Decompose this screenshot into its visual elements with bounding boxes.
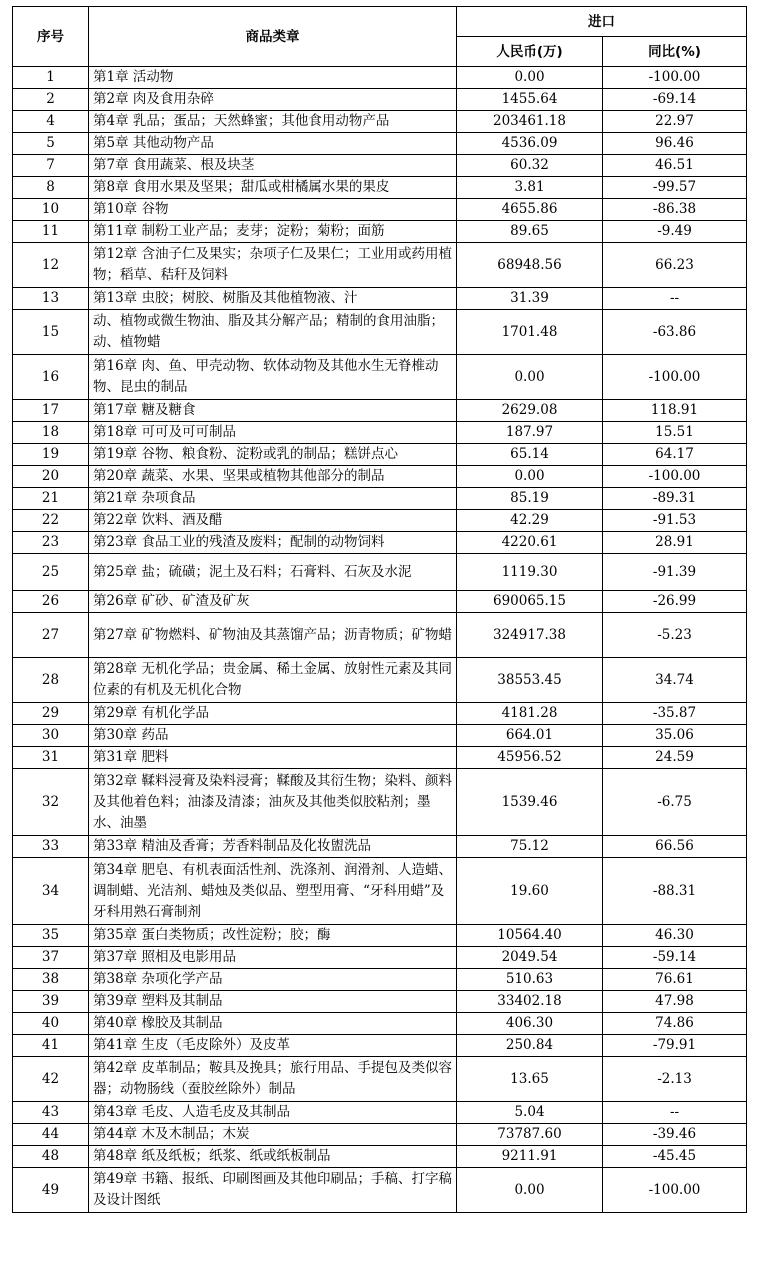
row-seq: 22 (13, 510, 89, 532)
table-row (13, 510, 747, 532)
row-yoy: 46.30 (603, 925, 747, 947)
row-yoy: 66.56 (603, 836, 747, 858)
row-yoy: 35.06 (603, 725, 747, 747)
row-seq: 5 (13, 133, 89, 155)
header-rmb: 人民币(万) (457, 37, 603, 67)
row-yoy: 34.74 (603, 658, 747, 703)
row-rmb: 33402.18 (457, 991, 603, 1013)
row-seq: 20 (13, 466, 89, 488)
row-seq: 44 (13, 1124, 89, 1146)
row-seq: 32 (13, 769, 89, 836)
table-row (13, 925, 747, 947)
row-category: 第38章 杂项化学产品 (89, 969, 457, 991)
row-rmb: 89.65 (457, 221, 603, 243)
table-row (13, 703, 747, 725)
table-row (13, 199, 747, 221)
row-yoy: -89.31 (603, 488, 747, 510)
row-yoy: -91.39 (603, 554, 747, 591)
row-rmb: 324917.38 (457, 613, 603, 658)
row-yoy: 15.51 (603, 422, 747, 444)
row-rmb: 0.00 (457, 67, 603, 89)
table-row (13, 769, 747, 836)
row-seq: 43 (13, 1102, 89, 1124)
row-seq: 1 (13, 67, 89, 89)
row-rmb: 1455.64 (457, 89, 603, 111)
table-row (13, 1168, 747, 1213)
row-rmb: 10564.40 (457, 925, 603, 947)
row-yoy: 74.86 (603, 1013, 747, 1035)
row-rmb: 85.19 (457, 488, 603, 510)
table-row (13, 310, 747, 355)
row-seq: 31 (13, 747, 89, 769)
table-row (13, 725, 747, 747)
table-row (13, 747, 747, 769)
row-seq: 4 (13, 111, 89, 133)
row-category: 第29章 有机化学品 (89, 703, 457, 725)
table-row (13, 554, 747, 591)
table-row (13, 1013, 747, 1035)
row-category: 第33章 精油及香膏；芳香料制品及化妆盥洗品 (89, 836, 457, 858)
row-seq: 48 (13, 1146, 89, 1168)
row-rmb: 4220.61 (457, 532, 603, 554)
row-seq: 41 (13, 1035, 89, 1057)
table-row (13, 991, 747, 1013)
row-rmb: 2629.08 (457, 400, 603, 422)
row-seq: 2 (13, 89, 89, 111)
row-yoy: 46.51 (603, 155, 747, 177)
row-rmb: 75.12 (457, 836, 603, 858)
table-row (13, 969, 747, 991)
row-category: 第23章 食品工业的残渣及废料；配制的动物饲料 (89, 532, 457, 554)
row-rmb: 250.84 (457, 1035, 603, 1057)
table-row (13, 111, 747, 133)
header-import: 进口 (457, 7, 747, 37)
table-row (13, 89, 747, 111)
row-category: 第27章 矿物燃料、矿物油及其蒸馏产品；沥青物质；矿物蜡 (89, 613, 457, 658)
row-rmb: 42.29 (457, 510, 603, 532)
row-rmb: 45956.52 (457, 747, 603, 769)
row-seq: 42 (13, 1057, 89, 1102)
row-category: 动、植物或微生物油、脂及其分解产品；精制的食用油脂；动、植物蜡 (89, 310, 457, 355)
row-yoy: -35.87 (603, 703, 747, 725)
row-rmb: 38553.45 (457, 658, 603, 703)
row-rmb: 9211.91 (457, 1146, 603, 1168)
row-yoy: -100.00 (603, 355, 747, 400)
row-rmb: 13.65 (457, 1057, 603, 1102)
row-yoy: -9.49 (603, 221, 747, 243)
row-seq: 11 (13, 221, 89, 243)
row-rmb: 0.00 (457, 1168, 603, 1213)
row-category: 第4章 乳品；蛋品；天然蜂蜜；其他食用动物产品 (89, 111, 457, 133)
row-yoy: -2.13 (603, 1057, 747, 1102)
row-rmb: 60.32 (457, 155, 603, 177)
row-rmb: 690065.15 (457, 591, 603, 613)
row-category: 第18章 可可及可可制品 (89, 422, 457, 444)
row-rmb: 0.00 (457, 355, 603, 400)
table-row (13, 836, 747, 858)
row-category: 第22章 饮料、酒及醋 (89, 510, 457, 532)
row-category: 第42章 皮革制品；鞍具及挽具；旅行用品、手提包及类似容器；动物肠线（蚕胶丝除外）制品 (89, 1057, 457, 1102)
row-category: 第34章 肥皂、有机表面活性剂、洗涤剂、润滑剂、人造蜡、调制蜡、光洁剂、蜡烛及类似品、塑型用膏、“牙科用蜡”及牙科用熟石膏制剂 (89, 858, 457, 925)
row-seq: 25 (13, 554, 89, 591)
row-seq: 13 (13, 288, 89, 310)
row-yoy: -86.38 (603, 199, 747, 221)
row-yoy: -26.99 (603, 591, 747, 613)
row-seq: 23 (13, 532, 89, 554)
row-rmb: 68948.56 (457, 243, 603, 288)
row-seq: 15 (13, 310, 89, 355)
row-seq: 33 (13, 836, 89, 858)
table-row (13, 1035, 747, 1057)
row-rmb: 510.63 (457, 969, 603, 991)
table-row (13, 1102, 747, 1124)
row-yoy: 76.61 (603, 969, 747, 991)
row-yoy: 47.98 (603, 991, 747, 1013)
row-category: 第20章 蔬菜、水果、坚果或植物其他部分的制品 (89, 466, 457, 488)
row-category: 第40章 橡胶及其制品 (89, 1013, 457, 1035)
table-row (13, 221, 747, 243)
row-rmb: 0.00 (457, 466, 603, 488)
row-seq: 16 (13, 355, 89, 400)
table-row (13, 355, 747, 400)
header-yoy: 同比(%) (603, 37, 747, 67)
row-yoy: 28.91 (603, 532, 747, 554)
row-category: 第19章 谷物、粮食粉、淀粉或乳的制品；糕饼点心 (89, 444, 457, 466)
table-row (13, 488, 747, 510)
row-yoy: -91.53 (603, 510, 747, 532)
table-row (13, 466, 747, 488)
row-yoy: -59.14 (603, 947, 747, 969)
row-category: 第7章 食用蔬菜、根及块茎 (89, 155, 457, 177)
table-row (13, 591, 747, 613)
table-row (13, 947, 747, 969)
row-category: 第1章 活动物 (89, 67, 457, 89)
row-category: 第17章 糖及糖食 (89, 400, 457, 422)
row-rmb: 406.30 (457, 1013, 603, 1035)
row-yoy: -100.00 (603, 1168, 747, 1213)
row-category: 第49章 书籍、报纸、印刷图画及其他印刷品；手稿、打字稿及设计图纸 (89, 1168, 457, 1213)
row-seq: 30 (13, 725, 89, 747)
row-yoy: -5.23 (603, 613, 747, 658)
row-rmb: 1119.30 (457, 554, 603, 591)
row-rmb: 203461.18 (457, 111, 603, 133)
row-yoy: -79.91 (603, 1035, 747, 1057)
row-category: 第41章 生皮（毛皮除外）及皮革 (89, 1035, 457, 1057)
row-yoy: 66.23 (603, 243, 747, 288)
row-yoy: 64.17 (603, 444, 747, 466)
row-seq: 29 (13, 703, 89, 725)
row-category: 第25章 盐；硫磺；泥土及石料；石膏料、石灰及水泥 (89, 554, 457, 591)
row-category: 第31章 肥料 (89, 747, 457, 769)
row-category: 第30章 药品 (89, 725, 457, 747)
header-category: 商品类章 (89, 7, 457, 67)
row-seq: 18 (13, 422, 89, 444)
row-rmb: 4536.09 (457, 133, 603, 155)
table-row (13, 288, 747, 310)
row-seq: 39 (13, 991, 89, 1013)
row-seq: 37 (13, 947, 89, 969)
table-row (13, 67, 747, 89)
row-category: 第48章 纸及纸板；纸浆、纸或纸板制品 (89, 1146, 457, 1168)
row-rmb: 2049.54 (457, 947, 603, 969)
row-yoy: -100.00 (603, 67, 747, 89)
row-seq: 34 (13, 858, 89, 925)
row-rmb: 73787.60 (457, 1124, 603, 1146)
row-seq: 12 (13, 243, 89, 288)
row-yoy: 96.46 (603, 133, 747, 155)
row-rmb: 65.14 (457, 444, 603, 466)
table-header (13, 7, 747, 67)
table-row (13, 243, 747, 288)
row-category: 第39章 塑料及其制品 (89, 991, 457, 1013)
row-seq: 7 (13, 155, 89, 177)
row-category: 第11章 制粉工业产品；麦芽；淀粉；菊粉；面筋 (89, 221, 457, 243)
row-category: 第12章 含油子仁及果实；杂项子仁及果仁；工业用或药用植物；稻草、秸秆及饲料 (89, 243, 457, 288)
row-yoy: -45.45 (603, 1146, 747, 1168)
row-yoy: -88.31 (603, 858, 747, 925)
row-seq: 28 (13, 658, 89, 703)
row-category: 第28章 无机化学品；贵金属、稀土金属、放射性元素及其同位素的有机及无机化合物 (89, 658, 457, 703)
table-row (13, 858, 747, 925)
row-category: 第37章 照相及电影用品 (89, 947, 457, 969)
row-category: 第16章 肉、鱼、甲壳动物、软体动物及其他水生无脊椎动物、昆虫的制品 (89, 355, 457, 400)
row-category: 第10章 谷物 (89, 199, 457, 221)
table-row (13, 177, 747, 199)
table-body (13, 67, 747, 1213)
table-row (13, 422, 747, 444)
row-rmb: 664.01 (457, 725, 603, 747)
row-yoy: -6.75 (603, 769, 747, 836)
row-yoy: -- (603, 288, 747, 310)
row-yoy: -63.86 (603, 310, 747, 355)
table-row (13, 1124, 747, 1146)
table-row (13, 1146, 747, 1168)
table-row (13, 155, 747, 177)
row-seq: 35 (13, 925, 89, 947)
import-table (12, 6, 747, 1213)
row-yoy: -39.46 (603, 1124, 747, 1146)
row-yoy: -69.14 (603, 89, 747, 111)
row-yoy: -100.00 (603, 466, 747, 488)
table-row (13, 444, 747, 466)
row-category: 第21章 杂项食品 (89, 488, 457, 510)
row-seq: 26 (13, 591, 89, 613)
row-rmb: 31.39 (457, 288, 603, 310)
row-seq: 19 (13, 444, 89, 466)
row-seq: 38 (13, 969, 89, 991)
row-category: 第2章 肉及食用杂碎 (89, 89, 457, 111)
row-category: 第44章 木及木制品；木炭 (89, 1124, 457, 1146)
row-yoy: -99.57 (603, 177, 747, 199)
row-seq: 10 (13, 199, 89, 221)
table-row (13, 400, 747, 422)
row-rmb: 4181.28 (457, 703, 603, 725)
row-rmb: 1701.48 (457, 310, 603, 355)
row-category: 第5章 其他动物产品 (89, 133, 457, 155)
row-rmb: 3.81 (457, 177, 603, 199)
row-category: 第35章 蛋白类物质；改性淀粉；胶；酶 (89, 925, 457, 947)
table-row (13, 658, 747, 703)
row-category: 第8章 食用水果及坚果；甜瓜或柑橘属水果的果皮 (89, 177, 457, 199)
row-rmb: 1539.46 (457, 769, 603, 836)
row-yoy: 24.59 (603, 747, 747, 769)
table-row (13, 133, 747, 155)
table-row (13, 532, 747, 554)
row-category: 第32章 鞣料浸膏及染料浸膏；鞣酸及其衍生物；染料、颜料及其他着色料；油漆及清漆；油灰及其他类似胶粘剂；墨水、油墨 (89, 769, 457, 836)
row-category: 第26章 矿砂、矿渣及矿灰 (89, 591, 457, 613)
row-yoy: 118.91 (603, 400, 747, 422)
table-row (13, 1057, 747, 1102)
row-rmb: 4655.86 (457, 199, 603, 221)
header-seq: 序号 (13, 7, 89, 67)
row-category: 第43章 毛皮、人造毛皮及其制品 (89, 1102, 457, 1124)
row-seq: 17 (13, 400, 89, 422)
row-seq: 21 (13, 488, 89, 510)
row-seq: 27 (13, 613, 89, 658)
row-rmb: 187.97 (457, 422, 603, 444)
table-row (13, 613, 747, 658)
row-seq: 49 (13, 1168, 89, 1213)
row-seq: 8 (13, 177, 89, 199)
row-category: 第13章 虫胶；树胶、树脂及其他植物液、汁 (89, 288, 457, 310)
row-yoy: 22.97 (603, 111, 747, 133)
row-rmb: 5.04 (457, 1102, 603, 1124)
row-rmb: 19.60 (457, 858, 603, 925)
row-yoy: -- (603, 1102, 747, 1124)
row-seq: 40 (13, 1013, 89, 1035)
